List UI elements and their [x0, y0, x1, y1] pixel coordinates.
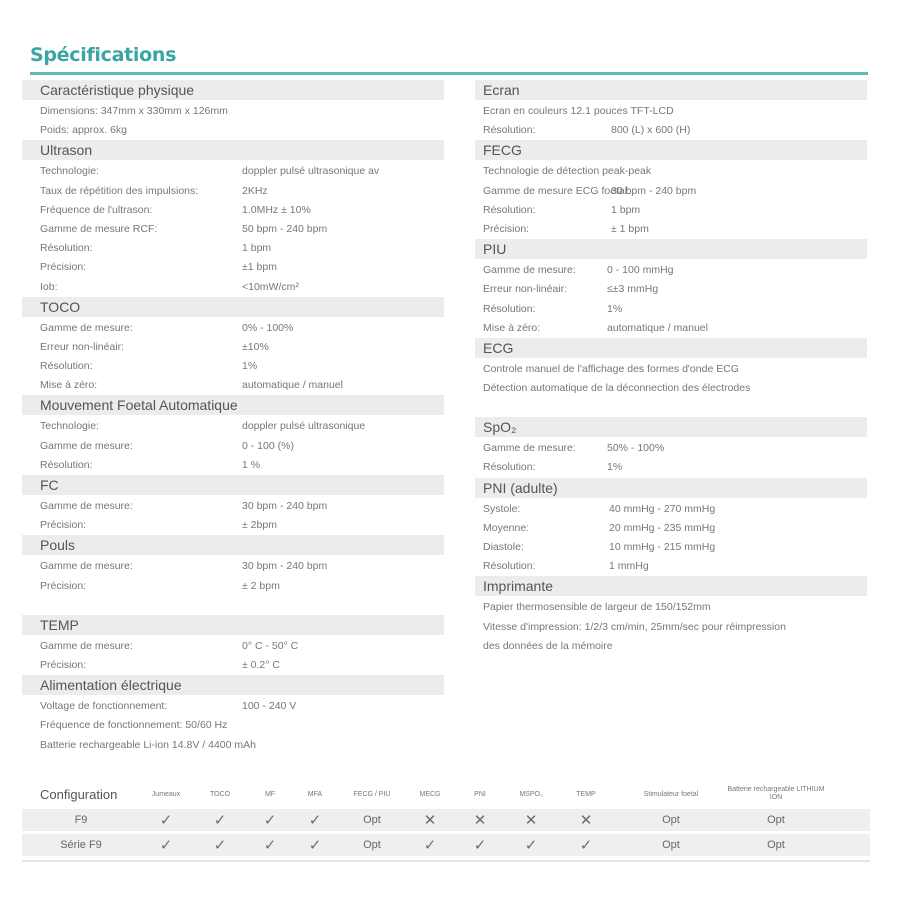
config-cell	[454, 836, 506, 854]
spec-label: Gamme de mesure:	[40, 439, 133, 452]
spec-label: Diastole:	[483, 541, 524, 553]
spec-label: Gamme de mesure ECG foetal:	[483, 184, 631, 197]
config-header-row	[22, 782, 870, 806]
spec-row	[22, 417, 444, 436]
section-heading: FECG	[475, 140, 867, 160]
config-cell	[192, 836, 248, 854]
spec-row	[475, 319, 867, 338]
spec-section	[475, 80, 867, 140]
section-heading: Ultrason	[22, 140, 444, 160]
spec-row	[22, 121, 444, 140]
check-icon: ✓	[263, 837, 277, 854]
spec-row	[22, 338, 444, 357]
spec-label: Mise à zéro:	[483, 321, 541, 334]
spec-value: 2KHz	[242, 184, 268, 197]
spec-label: Taux de répétition des impulsions:	[40, 184, 199, 197]
spec-label: Résolution:	[483, 203, 536, 216]
spec-row	[475, 162, 867, 181]
spec-value: 20 mmHg - 235 mmHg	[609, 521, 716, 534]
spec-label: Précision:	[40, 519, 87, 532]
spec-row	[475, 458, 867, 477]
spacer	[475, 398, 867, 417]
spec-section	[475, 576, 867, 656]
spec-text: Poids: approx. 6kg	[40, 124, 127, 137]
spec-row	[22, 239, 444, 258]
spec-value: 50 bpm - 240 bpm	[242, 222, 328, 235]
spec-value: 100 - 240 V	[242, 700, 297, 713]
spec-row	[22, 736, 444, 755]
spec-text: Dimensions: 347mm x 330mm x 126mm	[40, 105, 228, 117]
config-cell	[506, 811, 556, 829]
spec-section	[475, 478, 867, 577]
spec-value: 50% - 100%	[607, 442, 665, 455]
spec-text: Fréquence de fonctionnement: 50/60 Hz	[40, 719, 228, 732]
config-column-header: Jumeaux	[151, 790, 181, 798]
spec-label: Mise à zéro:	[40, 379, 98, 392]
page-title: Spécifications	[30, 44, 177, 66]
config-column-header: Stimulateur foetal	[643, 790, 699, 798]
spec-row	[475, 519, 867, 538]
spec-label: Précision:	[483, 222, 530, 235]
config-cell	[506, 836, 556, 854]
spec-value: 0% - 100%	[242, 321, 294, 334]
configuration-table	[22, 782, 870, 856]
spec-label: Gamme de mesure:	[40, 639, 133, 652]
right-column	[475, 80, 867, 656]
spec-label: Résolution:	[483, 302, 536, 315]
section-heading: PNI (adulte)	[475, 478, 867, 498]
spec-row	[22, 656, 444, 675]
spec-row	[22, 162, 444, 181]
check-icon: ✓	[423, 837, 437, 854]
spec-row	[22, 182, 444, 201]
spec-section	[22, 535, 444, 595]
spec-row	[22, 437, 444, 456]
spec-value: 1.0MHz ± 10%	[242, 203, 311, 216]
spec-value: 1 mmHg	[609, 560, 649, 573]
spec-row	[22, 557, 444, 576]
spec-label: Résolution:	[483, 461, 536, 474]
config-cell	[292, 836, 338, 854]
spec-label: Résolution:	[40, 242, 93, 255]
config-cell	[192, 811, 248, 829]
check-icon: ✓	[213, 837, 227, 854]
section-heading: TEMP	[22, 615, 444, 635]
spec-value: <10mW/cm²	[242, 280, 299, 293]
spec-row	[475, 618, 867, 637]
spec-row	[22, 220, 444, 239]
spec-value: 1 bpm	[611, 203, 641, 216]
spec-value: doppler pulsé ultrasonique av	[242, 165, 380, 178]
spec-row	[22, 357, 444, 376]
spec-label: Résolution:	[40, 360, 93, 373]
spec-row	[22, 278, 444, 297]
spec-value: 0 - 100 mmHg	[607, 264, 674, 277]
spec-value: 30 bpm - 240 bpm	[611, 184, 697, 197]
config-cell	[292, 811, 338, 829]
spacer	[22, 596, 444, 615]
spec-label: Précision:	[40, 579, 87, 592]
spec-row	[22, 637, 444, 656]
spec-row	[475, 538, 867, 557]
spec-value: 30 bpm - 240 bpm	[242, 560, 328, 573]
cross-icon: ✕	[423, 812, 437, 829]
spec-value: 40 mmHg - 270 mmHg	[609, 502, 716, 515]
config-heading: Configuration	[40, 786, 118, 802]
spec-label: Résolution:	[483, 560, 536, 573]
spec-row	[475, 557, 867, 576]
spec-row	[22, 258, 444, 277]
spec-row	[475, 360, 867, 379]
spec-row	[475, 637, 867, 656]
spec-section	[22, 297, 444, 396]
config-column-header: PNI	[474, 790, 486, 798]
spec-row	[475, 220, 867, 239]
config-column-header: FECG / PIU	[353, 790, 391, 798]
cross-icon: ✕	[579, 812, 593, 829]
spec-row	[22, 201, 444, 220]
spec-row	[22, 376, 444, 395]
check-icon: ✓	[159, 812, 173, 829]
config-cell	[248, 811, 292, 829]
spec-label: Gamme de mesure RCF:	[40, 222, 158, 235]
spec-value: ≤±3 mmHg	[607, 283, 659, 296]
spec-label: Résolution:	[40, 458, 93, 471]
spec-row	[475, 300, 867, 319]
spec-value: 1%	[607, 302, 623, 315]
spec-value: ±1 bpm	[242, 261, 277, 274]
config-cell: Opt	[363, 839, 381, 851]
config-cell	[556, 836, 616, 854]
spec-text: Ecran en couleurs 12.1 pouces TFT-LCD	[483, 105, 674, 117]
config-column-header: TEMP	[576, 790, 596, 798]
config-cell	[406, 836, 454, 854]
bottom-divider	[22, 860, 870, 862]
spec-row	[22, 497, 444, 516]
spec-value: automatique / manuel	[607, 321, 708, 334]
section-heading: PIU	[475, 239, 867, 259]
spec-label: Gamme de mesure:	[40, 321, 133, 334]
config-column-header: MFA	[307, 790, 323, 798]
spec-text: Technologie de détection peak-peak	[483, 165, 652, 178]
spec-value: ± 0.2° C	[242, 658, 280, 671]
check-icon: ✓	[213, 812, 227, 829]
config-cell: Opt	[767, 814, 785, 826]
spec-label: Gamme de mesure:	[40, 500, 133, 512]
spec-label: Précision:	[40, 261, 87, 274]
cross-icon: ✕	[524, 812, 538, 829]
spec-row	[475, 598, 867, 617]
section-heading: Ecran	[475, 80, 867, 100]
spec-label: Moyenne:	[483, 521, 530, 534]
spec-value: 1%	[242, 360, 258, 373]
spec-row	[475, 439, 867, 458]
check-icon: ✓	[524, 837, 538, 854]
spec-row	[475, 121, 867, 140]
spec-value: ± 2 bpm	[242, 579, 280, 592]
spec-row	[22, 577, 444, 596]
spec-section	[22, 140, 444, 296]
spec-label: Erreur non-linéair:	[483, 283, 568, 296]
section-heading: SpO₂	[475, 417, 867, 437]
spec-section	[475, 417, 867, 477]
check-icon: ✓	[159, 837, 173, 854]
spec-value: 1 bpm	[242, 242, 272, 255]
spec-row	[22, 456, 444, 475]
spec-row	[475, 182, 867, 201]
spec-row	[22, 716, 444, 735]
spec-row	[475, 379, 867, 398]
spec-label: Systole:	[483, 502, 521, 515]
spec-text: Détection automatique de la déconnection des électrodes	[483, 382, 751, 395]
spec-section	[22, 675, 444, 755]
config-cell	[556, 811, 616, 829]
spec-row	[475, 261, 867, 280]
spec-label: Précision:	[40, 658, 87, 671]
spec-text: Batterie rechargeable Li-ion 14.8V / 4400 mAh	[40, 738, 256, 751]
spec-value: ± 2bpm	[242, 519, 277, 532]
spec-row	[22, 102, 444, 121]
config-column-header: MF	[264, 790, 276, 798]
config-cell: Opt	[767, 839, 785, 851]
section-heading: Mouvement Foetal Automatique	[22, 395, 444, 415]
spec-row	[475, 500, 867, 519]
section-heading: Imprimante	[475, 576, 867, 596]
spec-section	[475, 140, 867, 239]
spec-row	[22, 697, 444, 716]
spec-label: Iob:	[40, 280, 58, 293]
spec-section	[22, 80, 444, 140]
spec-section	[475, 239, 867, 338]
spec-value: doppler pulsé ultrasonique	[242, 420, 366, 433]
spec-value: 10 mmHg - 215 mmHg	[609, 541, 716, 553]
spec-label: Technologie:	[40, 165, 99, 178]
config-model-name: Série F9	[60, 839, 102, 851]
spec-row	[475, 201, 867, 220]
spec-label: Gamme de mesure:	[483, 264, 576, 277]
spec-section	[475, 338, 867, 398]
spec-label: Gamme de mesure:	[483, 442, 576, 455]
spec-label: Technologie:	[40, 420, 99, 433]
spec-value: 1%	[607, 461, 623, 474]
config-cell	[406, 811, 454, 829]
spec-value: automatique / manuel	[242, 379, 343, 392]
config-column-header: Batterie rechargeable LITHIUM ION	[727, 786, 825, 801]
config-model-name: F9	[74, 814, 88, 826]
check-icon: ✓	[473, 837, 487, 854]
config-row	[22, 834, 870, 856]
spec-row	[475, 280, 867, 299]
section-heading: FC	[22, 475, 444, 495]
config-cell: Opt	[363, 814, 381, 826]
section-heading: Alimentation électrique	[22, 675, 444, 695]
check-icon: ✓	[579, 837, 593, 854]
spec-value: ± 1 bpm	[611, 222, 649, 235]
spec-row	[475, 102, 867, 121]
spec-text: des données de la mémoire	[483, 639, 613, 652]
spec-text: Papier thermosensible de largeur de 150/152mm	[483, 601, 711, 614]
spec-row	[22, 516, 444, 535]
section-heading: TOCO	[22, 297, 444, 317]
check-icon: ✓	[263, 812, 277, 829]
check-icon: ✓	[308, 837, 322, 854]
config-column-header: TOCO	[209, 790, 231, 798]
config-cell	[454, 811, 506, 829]
spec-value: 800 (L) x 600 (H)	[611, 124, 691, 137]
config-cell	[140, 811, 192, 829]
spec-text: Vitesse d'impression: 1/2/3 cm/min, 25mm/sec pour réimpression	[483, 620, 786, 633]
spec-label: Erreur non-linéair:	[40, 340, 125, 353]
spec-label: Gamme de mesure:	[40, 560, 133, 573]
spec-value: 0° C - 50° C	[242, 639, 299, 652]
config-cell: Opt	[662, 814, 680, 826]
title-divider	[30, 72, 868, 75]
spec-section	[22, 395, 444, 475]
spec-section	[22, 615, 444, 675]
spec-label: Résolution:	[483, 124, 536, 137]
config-cell: Opt	[662, 839, 680, 851]
cross-icon: ✕	[473, 812, 487, 829]
config-row	[22, 809, 870, 831]
config-cell	[248, 836, 292, 854]
spec-section	[22, 475, 444, 535]
section-heading: ECG	[475, 338, 867, 358]
section-heading: Caractéristique physique	[22, 80, 444, 100]
config-cell	[140, 836, 192, 854]
section-heading: Pouls	[22, 535, 444, 555]
left-column	[22, 80, 444, 755]
spec-label: Fréquence de l'ultrason:	[40, 203, 153, 216]
config-column-header: MSPO₂	[519, 790, 543, 798]
config-column-header: MECG	[419, 790, 441, 798]
spec-value: ±10%	[242, 340, 269, 353]
check-icon: ✓	[308, 812, 322, 829]
spec-value: 0 - 100 (%)	[242, 439, 294, 452]
spec-label: Voltage de fonctionnement:	[40, 700, 168, 713]
spec-value: 1 %	[242, 458, 261, 471]
spec-text: Controle manuel de l'affichage des formes d'onde ECG	[483, 362, 739, 375]
spec-value: 30 bpm - 240 bpm	[242, 500, 328, 512]
spec-row	[22, 319, 444, 338]
